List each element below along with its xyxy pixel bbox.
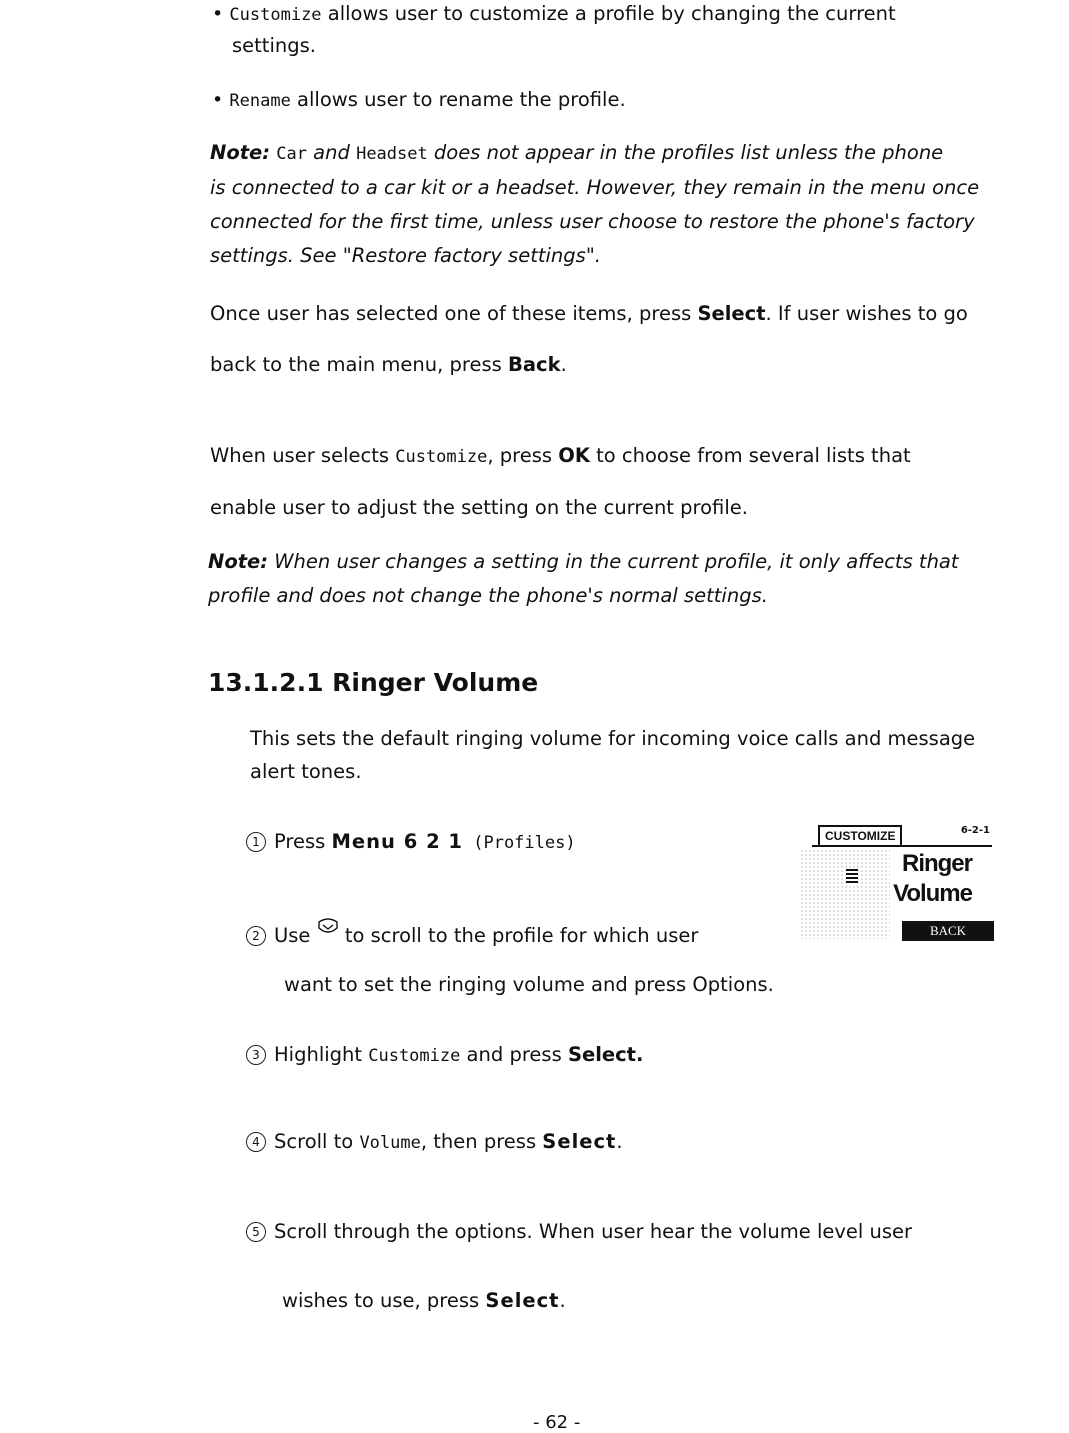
step-number: 3 — [246, 1045, 266, 1065]
section-intro-line2: alert tones. — [250, 760, 362, 783]
screen-menu-code: 6-2-1 — [960, 825, 990, 836]
paragraph-customize-line2: enable user to adjust the setting on the current profile. — [210, 496, 748, 519]
bullet-customize-line2: settings. — [232, 34, 316, 57]
step-4: 4 Scroll to Volume, then press Select. — [246, 1130, 623, 1153]
step-number: 4 — [246, 1132, 266, 1152]
step-3: 3 Highlight Customize and press Select. — [246, 1043, 643, 1066]
page-number: - 62 - — [533, 1412, 581, 1433]
paragraph-select-back-line2: back to the main menu, press Back. — [210, 353, 567, 376]
step-number: 1 — [246, 832, 266, 852]
paragraph-customize-line1: When user selects Customize, press OK to choose from several lists that — [210, 444, 911, 467]
step-2-line2: want to set the ringing volume and press Options. — [284, 973, 774, 996]
scroll-key-icon — [317, 918, 339, 941]
step-number: 2 — [246, 926, 266, 946]
step-5-line2: wishes to use, press Select. — [282, 1289, 566, 1312]
screen-tab: CUSTOMIZE — [818, 825, 902, 845]
step-2: 2 Use to scroll to the profile for which user — [246, 918, 698, 947]
step-5: 5 Scroll through the options. When user hear the volume level user — [246, 1220, 912, 1243]
screen-header — [812, 825, 992, 847]
paragraph-select-back-line1: Once user has selected one of these items, press Select. If user wishes to go — [210, 302, 968, 325]
step-number: 5 — [246, 1222, 266, 1242]
section-heading: 13.1.2.1 Ringer Volume — [208, 668, 539, 697]
volume-bars-icon — [846, 869, 858, 885]
note-car-headset: Note: Car and Headset does not appear in the profiles list unless the phone is connected to a car kit or a headset. However, they remain in the menu once connected for the first time, unless user choose to restore the phone's factory settings. See "Restore factory settings". — [210, 141, 980, 267]
back-softkey[interactable]: BACK — [902, 921, 994, 941]
screen-title: Ringer Volume — [893, 850, 972, 907]
bullet-rename: • Rename allows user to rename the profile. — [212, 88, 626, 111]
screen-dither — [800, 849, 890, 939]
note-profile-setting: Note: When user changes a setting in the current profile, it only affects that profile and does not change the phone's normal settings. — [208, 550, 959, 607]
section-intro-line1: This sets the default ringing volume for incoming voice calls and message — [250, 727, 976, 750]
phone-screen — [800, 825, 994, 943]
step-1: 1 Press Menu 6 2 1 (Profiles) — [246, 830, 576, 853]
bullet-customize: • Customize allows user to customize a profile by changing the current — [212, 2, 896, 25]
